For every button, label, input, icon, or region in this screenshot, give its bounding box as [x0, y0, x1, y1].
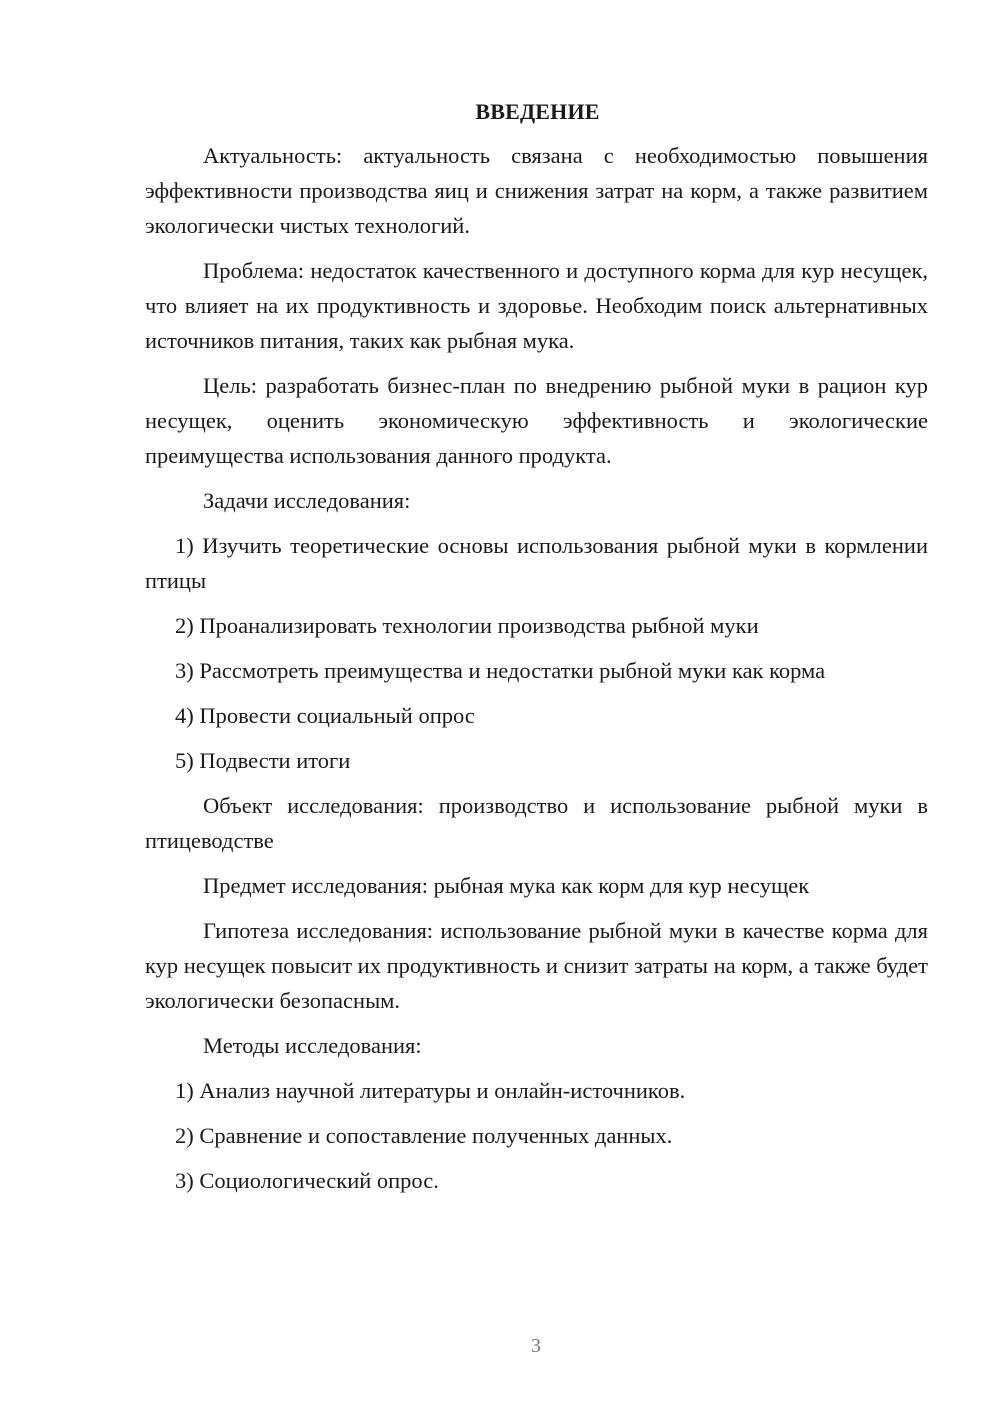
object-paragraph: Объект исследования: производство и использование рыбной муки в птицеводстве [145, 793, 928, 853]
method-item: 2) Сравнение и сопоставление полученных данных. [175, 1123, 673, 1148]
task-item: 2) Проанализировать технологии производства рыбной муки [175, 613, 759, 638]
section-heading: ВВЕДЕНИЕ [475, 99, 600, 124]
task-item: 3) Рассмотреть преимущества и недостатки рыбной муки как корма [175, 658, 826, 683]
problem-paragraph: Проблема: недостаток качественного и доступного корма для кур несущек, что влияет на их продуктивность и здоровье. Необходим поиск альтернативных источников питания, таких как рыбная мука. [145, 258, 928, 353]
goal-paragraph: Цель: разработать бизнес-план по внедрению рыбной муки в рацион кур несущек, оценить экономическую эффективность и экологические преимущества использования данного продукта. [145, 373, 928, 468]
task-item: 5) Подвести итоги [175, 748, 351, 773]
page-content [145, 97, 928, 1208]
method-item: 3) Социологический опрос. [175, 1168, 439, 1193]
task-item: 1) Изучить теоретические основы использования рыбной муки в кормлении птицы [145, 533, 928, 593]
hypothesis-paragraph: Гипотеза исследования: использование рыбной муки в качестве корма для кур несущек повысит их продуктивность и снизит затраты на корм, а также будет экологически безопасным. [145, 918, 928, 1013]
subject-paragraph: Предмет исследования: рыбная мука как корм для кур несущек [203, 873, 810, 898]
page-number: 3 [531, 1335, 541, 1357]
task-item: 4) Провести социальный опрос [175, 703, 475, 728]
methods-title: Методы исследования: [203, 1033, 422, 1058]
method-item: 1) Анализ научной литературы и онлайн-источников. [175, 1078, 686, 1103]
tasks-title: Задачи исследования: [203, 488, 411, 513]
relevance-paragraph: Актуальность: актуальность связана с необходимостью повышения эффективности производства яиц и снижения затрат на корм, а также развитием экологически чистых технологий. [145, 143, 928, 238]
